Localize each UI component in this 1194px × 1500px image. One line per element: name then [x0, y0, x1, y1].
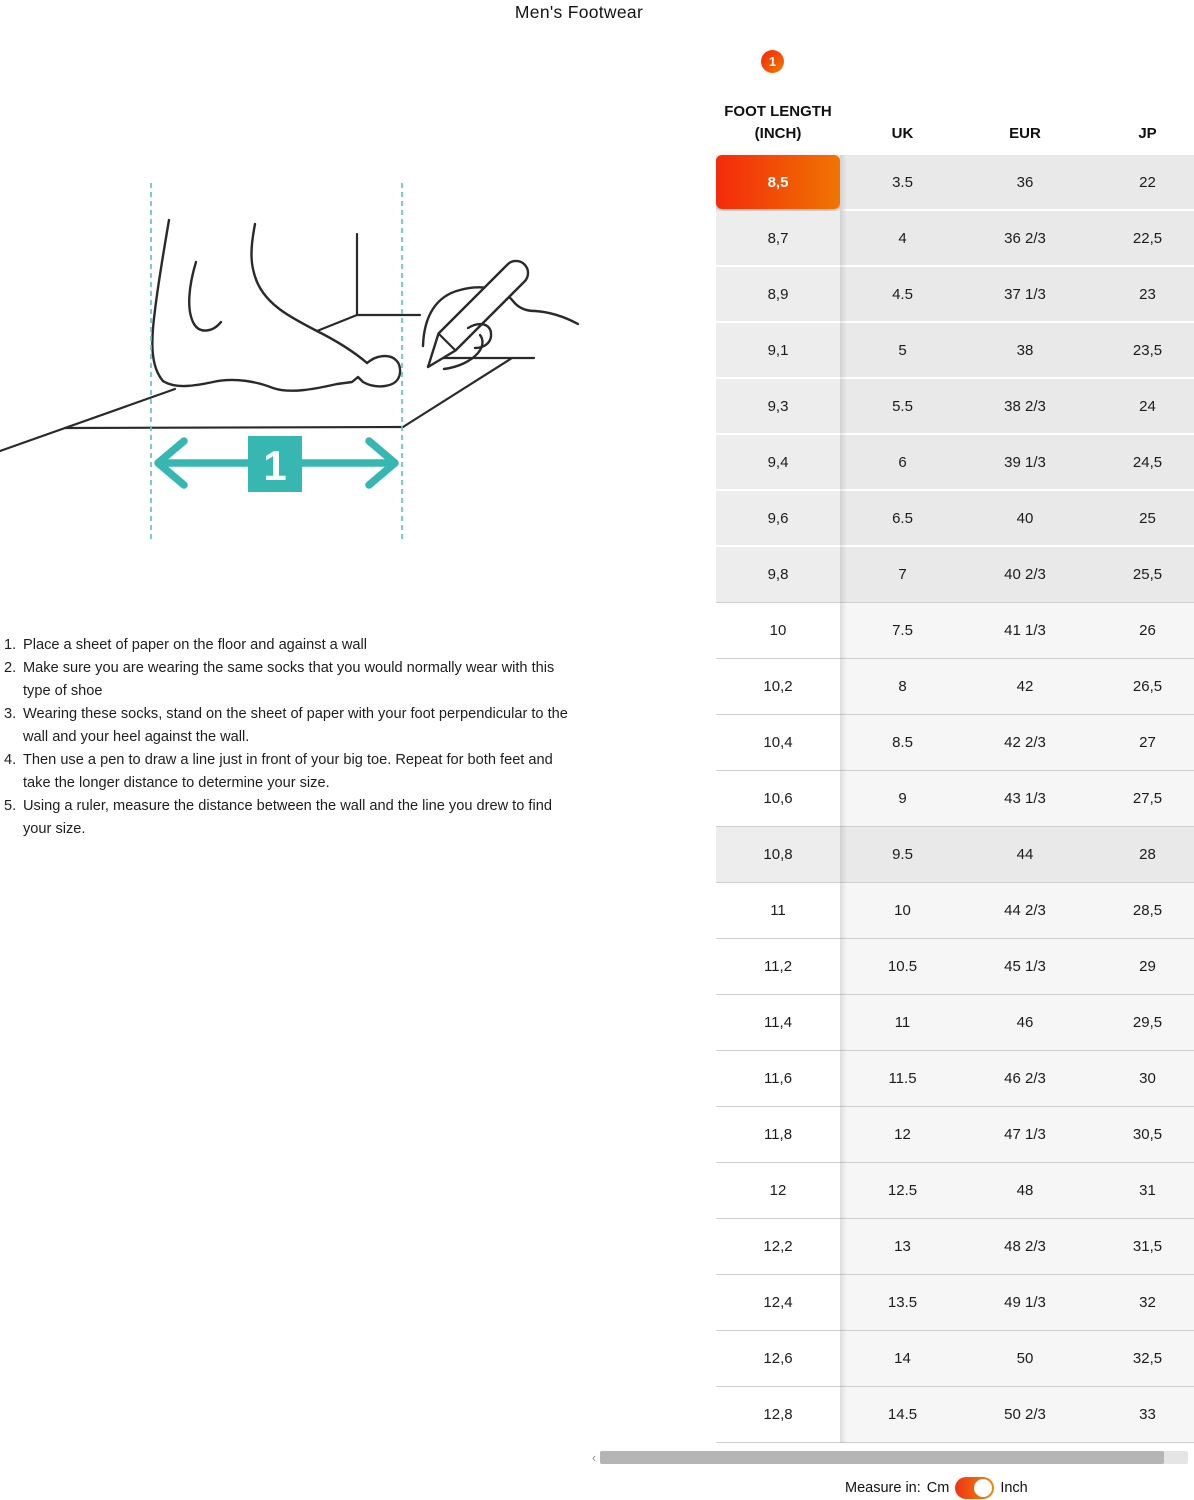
jp-cell: 30,5: [1085, 1107, 1194, 1162]
foot-length-value: 11,2: [763, 958, 793, 975]
foot-length-value: 8,9: [767, 285, 789, 303]
foot-length-value: 10,4: [763, 734, 793, 751]
eur-cell: 49 1/3: [965, 1275, 1085, 1330]
jp-cell: 30: [1085, 1051, 1194, 1106]
table-row: [716, 267, 1194, 323]
jp-cell: 28,5: [1085, 883, 1194, 938]
instructions-list: [4, 634, 570, 841]
eur-cell: 46: [965, 995, 1085, 1050]
foot-length-cell: [716, 1275, 840, 1330]
table-row: [716, 547, 1194, 603]
scrollbar-left-arrow-icon[interactable]: ‹: [591, 1449, 597, 1465]
jp-cell: 32,5: [1085, 1331, 1194, 1386]
foot-length-cell: [716, 1219, 840, 1274]
measure-arrow-label: 1: [263, 442, 287, 489]
uk-cell: 13.5: [840, 1275, 965, 1330]
table-row: [716, 771, 1194, 827]
foot-length-cell: [716, 603, 840, 658]
instruction-text: Using a ruler, measure the distance between the wall and the line you drew to find your size.: [23, 798, 552, 837]
table-row: [716, 379, 1194, 435]
instruction-number: 1.: [4, 637, 17, 653]
eur-cell: 36 2/3: [965, 211, 1085, 265]
header-foot-length-line1: FOOT LENGTH: [724, 103, 832, 120]
instruction-item: [4, 657, 570, 703]
eur-cell: 36: [965, 155, 1085, 209]
table-row: [716, 659, 1194, 715]
header-eur: EUR: [1009, 125, 1041, 142]
foot-length-cell: [716, 1331, 840, 1386]
foot-length-cell: [716, 939, 840, 994]
uk-cell: 5: [840, 323, 965, 377]
uk-cell: 9: [840, 771, 965, 826]
uk-cell: 12: [840, 1107, 965, 1162]
header-foot-length: [716, 101, 840, 156]
foot-length-cell: [716, 659, 840, 714]
jp-cell: 22: [1085, 155, 1194, 209]
table-row: [716, 1387, 1194, 1443]
instruction-item: [4, 634, 570, 657]
jp-cell: 23: [1085, 267, 1194, 321]
instruction-item: [4, 749, 570, 795]
foot-length-value: 12,6: [763, 1350, 793, 1367]
table-row: [716, 323, 1194, 379]
foot-length-cell: [716, 715, 840, 770]
foot-length-cell: [716, 771, 840, 826]
eur-cell: 40 2/3: [965, 547, 1085, 602]
paper-bottom-edge: [65, 427, 403, 428]
uk-cell: 14.5: [840, 1387, 965, 1442]
foot-length-cell: [716, 883, 840, 938]
uk-cell: 3.5: [840, 155, 965, 209]
foot-outline: [152, 220, 400, 391]
foot-length-value: 11: [770, 902, 786, 919]
measure-unit-control: [845, 1477, 1028, 1499]
instruction-number: 2.: [4, 660, 17, 676]
jp-cell: 33: [1085, 1387, 1194, 1442]
measure-cm-label[interactable]: Cm: [926, 1480, 950, 1496]
uk-cell: 13: [840, 1219, 965, 1274]
jp-cell: 29,5: [1085, 995, 1194, 1050]
jp-cell: 31,5: [1085, 1219, 1194, 1274]
foot-length-value: 9,4: [767, 453, 789, 471]
foot-length-cell: [716, 827, 840, 882]
table-row: [716, 491, 1194, 547]
jp-cell: 25,5: [1085, 547, 1194, 602]
foot-length-cell: [716, 379, 840, 433]
foot-length-cell: [716, 323, 840, 377]
foot-length-value: 9,3: [767, 397, 789, 415]
uk-cell: 9.5: [840, 827, 965, 882]
jp-cell: 26,5: [1085, 659, 1194, 714]
uk-cell: 14: [840, 1331, 965, 1386]
instruction-text: Make sure you are wearing the same socks that you would normally wear with this type of shoe: [23, 660, 555, 699]
table-row: [716, 883, 1194, 939]
eur-cell: 40: [965, 491, 1085, 545]
foot-length-cell: [716, 1163, 840, 1218]
instruction-text: Place a sheet of paper on the floor and against a wall: [23, 637, 367, 653]
foot-length-cell: [716, 1107, 840, 1162]
uk-cell: 7: [840, 547, 965, 602]
instruction-number: 4.: [4, 752, 17, 768]
size-table-rows: [716, 155, 1194, 1443]
instruction-text: Wearing these socks, stand on the sheet of paper with your foot perpendicular to the wall and your heel against the wall.: [23, 706, 568, 745]
uk-cell: 10.5: [840, 939, 965, 994]
instruction-text: Then use a pen to draw a line just in front of your big toe. Repeat for both feet and take the longer distance to determine your size.: [23, 752, 553, 791]
step-1-badge: 1: [761, 50, 784, 73]
header-jp: JP: [1138, 125, 1157, 142]
foot-length-cell: [716, 1387, 840, 1442]
paper-right-edge: [403, 358, 512, 427]
foot-length-value: 12,4: [763, 1294, 793, 1311]
table-row: [716, 827, 1194, 883]
foot-length-value: 12: [769, 1182, 787, 1199]
jp-cell: 24,5: [1085, 435, 1194, 489]
foot-length-value: 12,8: [763, 1406, 793, 1423]
size-table-header: [716, 90, 1194, 156]
foot-length-value: 9,8: [767, 566, 789, 583]
jp-cell: 29: [1085, 939, 1194, 994]
foot-length-cell: [716, 1051, 840, 1106]
table-row: [716, 1051, 1194, 1107]
uk-cell: 12.5: [840, 1163, 965, 1218]
foot-length-cell: [716, 491, 840, 545]
jp-cell: 25: [1085, 491, 1194, 545]
eur-cell: 44: [965, 827, 1085, 882]
foot-length-value: 11,6: [763, 1070, 793, 1087]
table-row: [716, 995, 1194, 1051]
jp-cell: 31: [1085, 1163, 1194, 1218]
measure-unit-toggle[interactable]: [955, 1477, 994, 1499]
uk-cell: 6: [840, 435, 965, 489]
eur-cell: 48 2/3: [965, 1219, 1085, 1274]
table-row: [716, 435, 1194, 491]
paper-back-edge: [317, 315, 357, 331]
eur-cell: 43 1/3: [965, 771, 1085, 826]
jp-cell: 24: [1085, 379, 1194, 433]
uk-cell: 11.5: [840, 1051, 965, 1106]
eur-cell: 46 2/3: [965, 1051, 1085, 1106]
table-row: [716, 1163, 1194, 1219]
eur-cell: 42: [965, 659, 1085, 714]
scrollbar-track[interactable]: [600, 1451, 1188, 1464]
paper-left-edge: [0, 389, 175, 451]
table-row: [716, 1219, 1194, 1275]
instruction-item: [4, 703, 570, 749]
foot-length-value: 10: [769, 622, 787, 639]
foot-length-cell: [716, 995, 840, 1050]
uk-cell: 7.5: [840, 603, 965, 658]
foot-length-cell: [716, 435, 840, 489]
eur-cell: 50: [965, 1331, 1085, 1386]
table-row: [716, 603, 1194, 659]
eur-cell: 48: [965, 1163, 1085, 1218]
selected-size-highlight: 8,5: [716, 155, 840, 209]
jp-cell: 28: [1085, 827, 1194, 882]
uk-cell: 4: [840, 211, 965, 265]
uk-cell: 5.5: [840, 379, 965, 433]
table-row: [716, 155, 1194, 211]
uk-cell: 4.5: [840, 267, 965, 321]
foot-length-value: 10,6: [763, 790, 793, 807]
eur-cell: 42 2/3: [965, 715, 1085, 770]
measure-in-label: Measure in:: [845, 1480, 921, 1496]
foot-length-value: 10,2: [763, 678, 793, 695]
eur-cell: 38 2/3: [965, 379, 1085, 433]
wall-corner: [357, 234, 420, 315]
scrollbar-thumb[interactable]: [600, 1451, 1164, 1464]
uk-cell: 8.5: [840, 715, 965, 770]
eur-cell: 50 2/3: [965, 1387, 1085, 1442]
instruction-item: [4, 795, 570, 841]
foot-length-cell: [716, 267, 840, 321]
foot-length-value: 8,7: [767, 229, 789, 247]
instruction-number: 5.: [4, 798, 17, 814]
uk-cell: 8: [840, 659, 965, 714]
table-row: [716, 1275, 1194, 1331]
eur-cell: 41 1/3: [965, 603, 1085, 658]
eur-cell: 44 2/3: [965, 883, 1085, 938]
foot-length-value: 11,4: [763, 1014, 793, 1031]
eur-cell: 37 1/3: [965, 267, 1085, 321]
table-row: [716, 1331, 1194, 1387]
eur-cell: 39 1/3: [965, 435, 1085, 489]
jp-cell: 32: [1085, 1275, 1194, 1330]
foot-length-value: 11,8: [763, 1126, 793, 1143]
foot-length-cell: [716, 155, 840, 209]
foot-length-value: 12,2: [763, 1238, 793, 1255]
toggle-knob: [974, 1479, 992, 1497]
jp-cell: 26: [1085, 603, 1194, 658]
uk-cell: 11: [840, 995, 965, 1050]
table-row: [716, 939, 1194, 995]
header-uk: UK: [891, 125, 914, 142]
table-row: [716, 1107, 1194, 1163]
eur-cell: 38: [965, 323, 1085, 377]
table-row: [716, 715, 1194, 771]
measure-foot-illustration: [0, 170, 600, 545]
horizontal-scrollbar[interactable]: [588, 1450, 1194, 1464]
header-foot-length-line2: (INCH): [754, 125, 802, 142]
jp-cell: 22,5: [1085, 211, 1194, 265]
eur-cell: 47 1/3: [965, 1107, 1085, 1162]
table-row: [716, 211, 1194, 267]
instruction-number: 3.: [4, 706, 17, 722]
foot-length-value: 10,8: [763, 846, 793, 863]
measure-inch-label[interactable]: Inch: [1000, 1480, 1028, 1496]
jp-cell: 23,5: [1085, 323, 1194, 377]
page-title: Men's Footwear: [514, 2, 644, 22]
foot-length-value: 9,6: [767, 509, 789, 527]
jp-cell: 27,5: [1085, 771, 1194, 826]
uk-cell: 10: [840, 883, 965, 938]
uk-cell: 6.5: [840, 491, 965, 545]
jp-cell: 27: [1085, 715, 1194, 770]
foot-measure-drawing: [0, 170, 600, 545]
size-table: [716, 46, 1194, 1444]
foot-length-cell: [716, 547, 840, 602]
eur-cell: 45 1/3: [965, 939, 1085, 994]
foot-length-value: 9,1: [767, 341, 789, 359]
foot-length-cell: [716, 211, 840, 265]
